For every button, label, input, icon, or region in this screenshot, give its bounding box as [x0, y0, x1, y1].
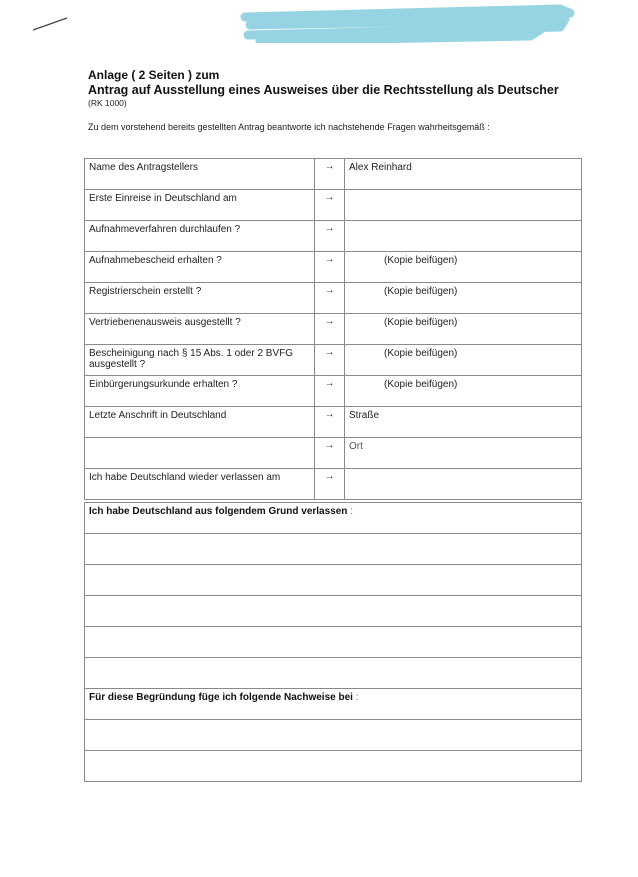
table-row	[85, 469, 582, 500]
question-label	[85, 438, 315, 469]
reason-line	[85, 627, 582, 658]
answer-field[interactable]	[345, 221, 582, 252]
reason-input-line[interactable]	[85, 627, 582, 658]
evidence-input-line[interactable]	[85, 751, 582, 782]
reason-table	[84, 502, 582, 782]
title-line-1: Anlage ( 2 Seiten ) zum	[88, 68, 220, 82]
document-header	[88, 68, 578, 133]
reason-input-line[interactable]	[85, 596, 582, 627]
answer-value: (Kopie beifügen)	[384, 379, 458, 390]
answer-field[interactable]	[345, 159, 582, 190]
evidence-heading-text: Für diese Begründung füge ich folgende Nachweise bei	[89, 692, 353, 703]
reason-line	[85, 565, 582, 596]
reason-input-line[interactable]	[85, 534, 582, 565]
question-label: Vertriebenenausweis ausgestellt ?	[85, 314, 315, 345]
table-row	[85, 283, 582, 314]
table-row	[85, 438, 582, 469]
answer-field[interactable]	[345, 407, 582, 438]
question-label: Letzte Anschrift in Deutschland	[85, 407, 315, 438]
intro-text: Zu dem vorstehend bereits gestellten Antrag beantworte ich nachstehende Fragen wahrheitsgemäß :	[88, 122, 490, 132]
table-row	[85, 503, 582, 534]
pen-stroke-mark	[30, 14, 70, 34]
reason-heading-text: Ich habe Deutschland aus folgendem Grund verlassen	[89, 506, 348, 517]
evidence-input-line[interactable]	[85, 720, 582, 751]
answer-value: (Kopie beifügen)	[384, 317, 458, 328]
answer-field[interactable]	[345, 190, 582, 221]
answer-value: Alex Reinhard	[349, 162, 412, 173]
arrow-icon: →	[315, 345, 345, 376]
table-row	[85, 314, 582, 345]
table-row	[85, 159, 582, 190]
answer-value: Straße	[349, 410, 380, 421]
table-row	[85, 345, 582, 376]
table-row	[85, 252, 582, 283]
question-label: Bescheinigung nach § 15 Abs. 1 oder 2 BVFG ausgestellt ?	[85, 345, 315, 376]
answer-field[interactable]	[345, 252, 582, 283]
answer-value: (Kopie beifügen)	[384, 255, 458, 266]
reason-line	[85, 596, 582, 627]
question-label: Erste Einreise in Deutschland am	[85, 190, 315, 221]
question-label: Registrierschein erstellt ?	[85, 283, 315, 314]
answer-field[interactable]	[345, 314, 582, 345]
redaction-mark	[240, 3, 575, 43]
reason-line	[85, 658, 582, 689]
heading-colon: :	[350, 506, 353, 517]
arrow-icon: →	[315, 221, 345, 252]
heading-colon: :	[355, 692, 359, 703]
answer-field[interactable]	[345, 469, 582, 500]
table-row	[85, 689, 582, 720]
evidence-heading	[85, 689, 582, 720]
title-line-2: Antrag auf Ausstellung eines Ausweises über die Rechtsstellung als Deutscher	[88, 83, 559, 97]
question-label: Ich habe Deutschland wieder verlassen am	[85, 469, 315, 500]
question-label: Name des Antragstellers	[85, 159, 315, 190]
arrow-icon: →	[315, 376, 345, 407]
reason-input-line[interactable]	[85, 658, 582, 689]
answer-value: Ort	[349, 441, 363, 452]
evidence-line	[85, 751, 582, 782]
arrow-icon: →	[315, 190, 345, 221]
table-row	[85, 221, 582, 252]
arrow-icon: →	[315, 407, 345, 438]
arrow-icon: →	[315, 469, 345, 500]
reason-line	[85, 534, 582, 565]
answer-field[interactable]	[345, 438, 582, 469]
reason-input-line[interactable]	[85, 565, 582, 596]
question-label: Einbürgerungsurkunde erhalten ?	[85, 376, 315, 407]
table-row	[85, 407, 582, 438]
table-row	[85, 190, 582, 221]
arrow-icon: →	[315, 314, 345, 345]
answer-value: (Kopie beifügen)	[384, 286, 458, 297]
arrow-icon: →	[315, 438, 345, 469]
answer-value: (Kopie beifügen)	[384, 348, 458, 359]
arrow-icon: →	[315, 159, 345, 190]
form-reference: (RK 1000)	[88, 98, 127, 108]
question-label: Aufnahmeverfahren durchlaufen ?	[85, 221, 315, 252]
answer-field[interactable]	[345, 376, 582, 407]
table-row	[85, 376, 582, 407]
arrow-icon: →	[315, 252, 345, 283]
answer-field[interactable]	[345, 345, 582, 376]
answer-field[interactable]	[345, 283, 582, 314]
question-label: Aufnahmebescheid erhalten ?	[85, 252, 315, 283]
arrow-icon: →	[315, 283, 345, 314]
reason-heading	[85, 503, 582, 534]
questions-table	[84, 158, 582, 500]
evidence-line	[85, 720, 582, 751]
